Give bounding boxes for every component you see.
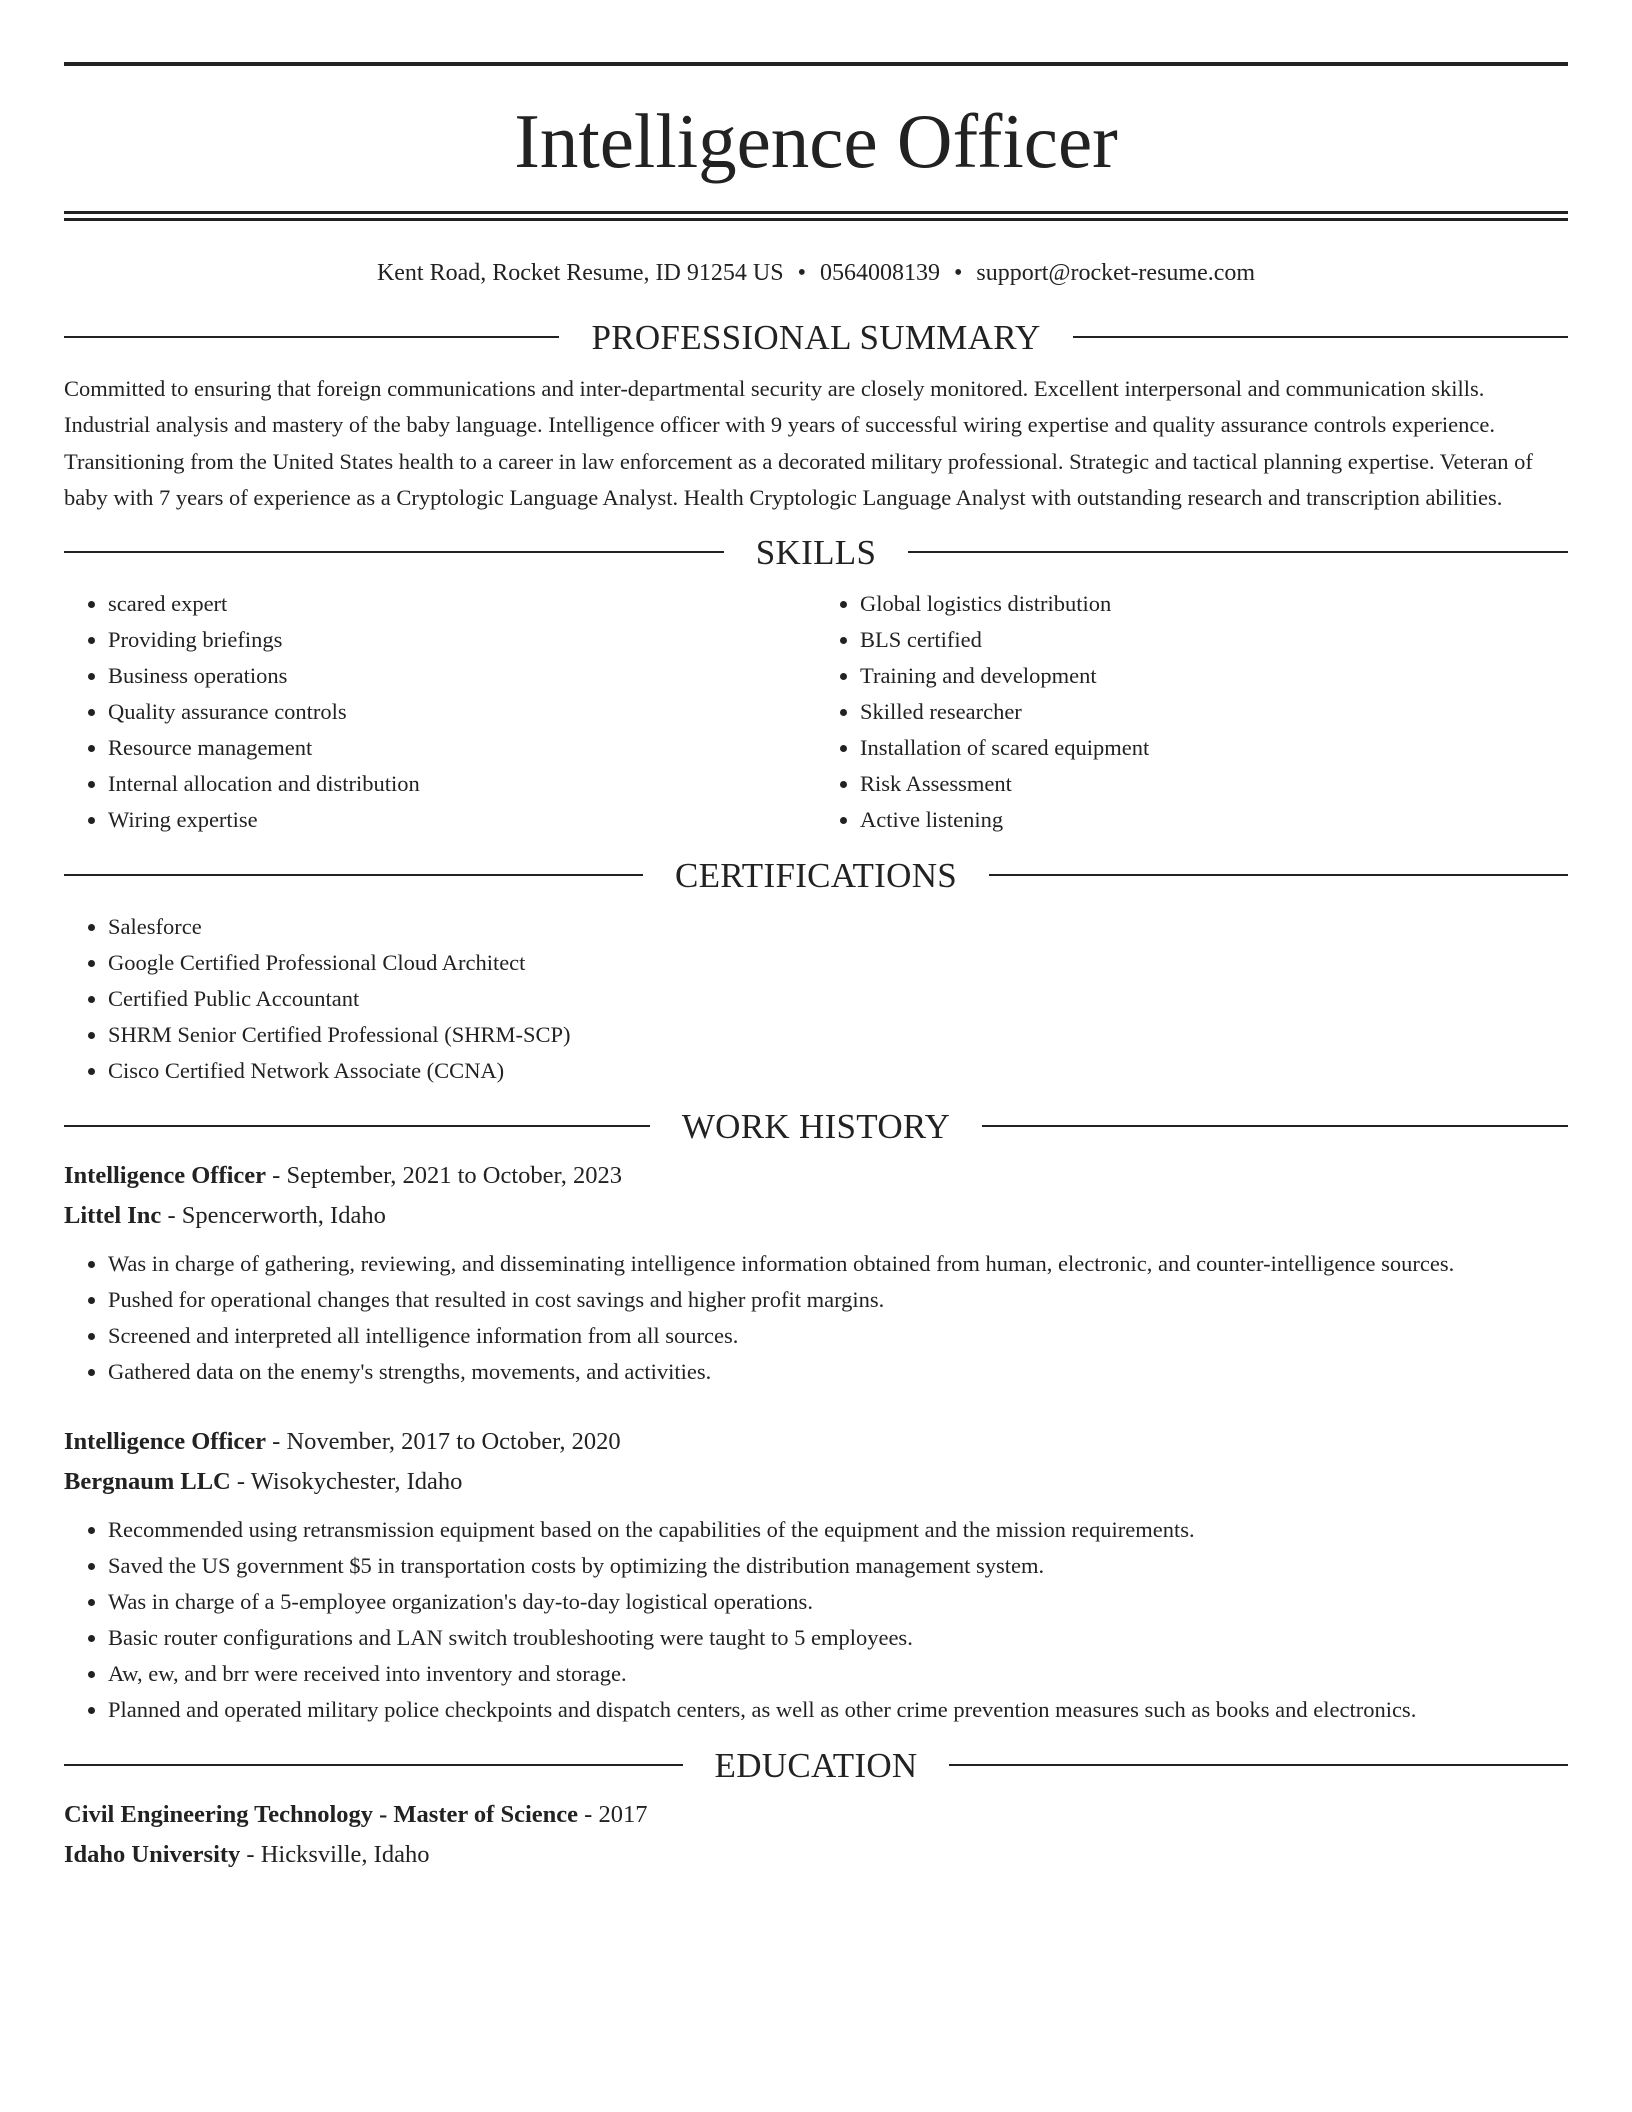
job-duty: • Basic router configurations and LAN switch troubleshooting were taught to 5 employees. bbox=[108, 1620, 1568, 1656]
skills-list bbox=[64, 586, 1568, 838]
contact-address: Kent Road, Rocket Resume, ID 91254 US bbox=[376, 260, 784, 286]
job-duty: • Saved the US government $5 in transportation costs by optimizing the distribution management system. bbox=[108, 1548, 1568, 1584]
resume-page bbox=[64, 62, 1568, 1875]
job-duty: • Planned and operated military police checkpoints and dispatch centers, as well as other crime prevention measures such as books and electronics. bbox=[108, 1692, 1568, 1728]
contact-phone: 0564008139 bbox=[819, 260, 940, 286]
double-rule bbox=[64, 211, 1568, 221]
skills-heading bbox=[64, 532, 1568, 572]
heading-rule-right bbox=[908, 551, 1568, 553]
job-duty: • Was in charge of a 5-employee organization's day-to-day logistical operations. bbox=[108, 1584, 1568, 1620]
education-school-line bbox=[64, 1835, 1568, 1875]
skill-item: • Training and development bbox=[860, 658, 1568, 694]
job-dates: - September, 2021 to October, 2023 bbox=[266, 1161, 622, 1189]
top-rule bbox=[64, 62, 1568, 66]
job-duty: • Gathered data on the enemy's strengths, movements, and activities. bbox=[108, 1354, 1568, 1390]
job-entry bbox=[64, 1422, 1568, 1728]
job-duty: • Was in charge of gathering, reviewing, and disseminating intelligence information obtained from human, electronic, and counter-intelligence sources. bbox=[108, 1246, 1568, 1282]
job-duties bbox=[64, 1512, 1568, 1728]
skill-item: • Resource management bbox=[108, 730, 816, 766]
skill-item: • Business operations bbox=[108, 658, 816, 694]
skill-item: • Risk Assessment bbox=[860, 766, 1568, 802]
summary-text: Committed to ensuring that foreign communications and inter-departmental security are closely monitored. Excellent interpersonal and communication skills. Industrial analysis and mastery of the baby language. Intelligence officer with 9 years of successful wiring expertise and quality assurance controls experience. Transitioning from the United States health to a career in law enforcement as a decorated military professional. Strategic and tactical planning expertise. Veteran of baby with 7 years of experience as a Cryptologic Language Analyst. Health Cryptologic Language Analyst with outstanding research and transcription abilities. bbox=[64, 375, 1533, 511]
section-title: EDUCATION bbox=[714, 1745, 918, 1785]
heading-rule-left bbox=[64, 874, 643, 876]
education-entry bbox=[64, 1795, 1568, 1875]
heading-rule-right bbox=[989, 874, 1568, 876]
heading-rule-left bbox=[64, 1764, 683, 1766]
section-title: WORK HISTORY bbox=[681, 1106, 951, 1146]
certifications-list bbox=[64, 909, 1568, 1089]
work-history-heading bbox=[64, 1106, 1568, 1146]
heading-rule-left bbox=[64, 551, 724, 553]
skills-column-right bbox=[816, 586, 1568, 838]
job-duty: • Pushed for operational changes that resulted in cost savings and higher profit margins. bbox=[108, 1282, 1568, 1318]
heading-rule-left bbox=[64, 1125, 650, 1127]
job-company: Bergnaum LLC bbox=[64, 1467, 231, 1495]
contact-email[interactable]: support@rocket-resume.com bbox=[976, 260, 1256, 286]
section-title: PROFESSIONAL SUMMARY bbox=[591, 317, 1041, 357]
job-title-line bbox=[64, 1156, 1568, 1196]
contact-separator: • bbox=[953, 260, 963, 286]
job-location: - Wisokychester, Idaho bbox=[230, 1467, 463, 1495]
job-company: Littel Inc bbox=[64, 1201, 162, 1229]
certification-item: • Certified Public Accountant bbox=[108, 981, 1568, 1017]
education-year: - 2017 bbox=[578, 1800, 648, 1828]
skill-item: • Wiring expertise bbox=[108, 802, 816, 838]
education-heading bbox=[64, 1745, 1568, 1785]
job-duty: • Recommended using retransmission equipment based on the capabilities of the equipment and the mission requirements. bbox=[108, 1512, 1568, 1548]
certification-item: • SHRM Senior Certified Professional (SHRM-SCP) bbox=[108, 1017, 1568, 1053]
job-title-line bbox=[64, 1422, 1568, 1462]
skill-item: • Providing briefings bbox=[108, 622, 816, 658]
job-duty: • Aw, ew, and brr were received into inventory and storage. bbox=[108, 1656, 1568, 1692]
job-entry bbox=[64, 1156, 1568, 1390]
section-title: CERTIFICATIONS bbox=[674, 855, 958, 895]
education-location: - Hicksville, Idaho bbox=[240, 1840, 430, 1868]
skill-item: • Internal allocation and distribution bbox=[108, 766, 816, 802]
job-dates: - November, 2017 to October, 2020 bbox=[266, 1427, 621, 1455]
job-company-line bbox=[64, 1196, 1568, 1236]
certification-item: • Google Certified Professional Cloud Architect bbox=[108, 945, 1568, 981]
certifications-heading bbox=[64, 855, 1568, 895]
skill-item: • Active listening bbox=[860, 802, 1568, 838]
section-title: SKILLS bbox=[755, 532, 877, 572]
skill-item: • Global logistics distribution bbox=[860, 586, 1568, 622]
certification-item: • Cisco Certified Network Associate (CCNA) bbox=[108, 1053, 1568, 1089]
skills-column-left bbox=[64, 586, 816, 838]
job-company-line bbox=[64, 1462, 1568, 1502]
job-title: Intelligence Officer bbox=[64, 1427, 267, 1455]
education-degree-line bbox=[64, 1795, 1568, 1835]
skill-item: • Quality assurance controls bbox=[108, 694, 816, 730]
certification-item: • Salesforce bbox=[108, 909, 1568, 945]
heading-rule-right bbox=[949, 1764, 1568, 1766]
job-location: - Spencerworth, Idaho bbox=[161, 1201, 386, 1229]
skill-item: • Installation of scared equipment bbox=[860, 730, 1568, 766]
heading-rule-left bbox=[64, 336, 559, 338]
resume-name: Intelligence Officer bbox=[514, 98, 1118, 184]
heading-rule-right bbox=[1073, 336, 1568, 338]
skill-item: • Skilled researcher bbox=[860, 694, 1568, 730]
heading-rule-right bbox=[982, 1125, 1568, 1127]
job-duties bbox=[64, 1246, 1568, 1390]
contact-separator: • bbox=[797, 260, 806, 286]
contact-line bbox=[64, 259, 1568, 288]
job-duty: • Screened and interpreted all intelligence information from all sources. bbox=[108, 1318, 1568, 1354]
education-degree: Civil Engineering Technology - Master of Science bbox=[64, 1800, 579, 1828]
summary-heading bbox=[64, 317, 1568, 357]
skill-item: • BLS certified bbox=[860, 622, 1568, 658]
education-school: Idaho University bbox=[64, 1840, 241, 1868]
skill-item: • scared expert bbox=[108, 586, 816, 622]
job-title: Intelligence Officer bbox=[64, 1161, 267, 1189]
